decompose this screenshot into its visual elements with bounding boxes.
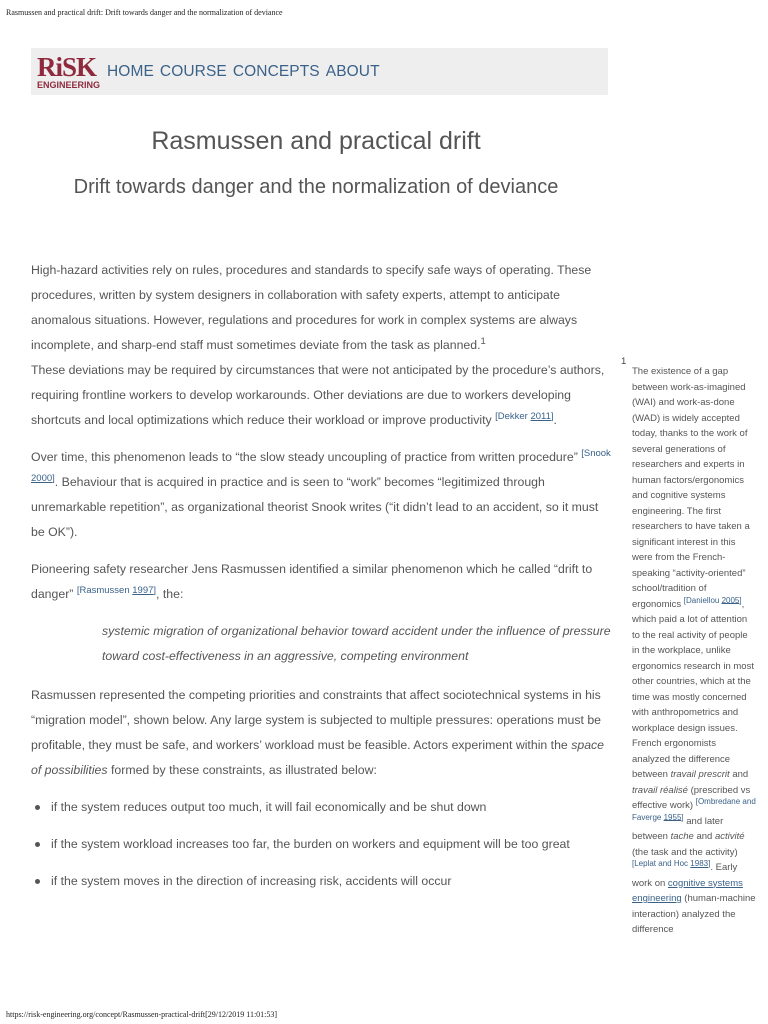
nav-concepts-link[interactable]: CONCEPTS	[232, 62, 320, 80]
citation-dekker: [Dekker 2011]	[495, 410, 554, 422]
page-title: Rasmussen and practical drift	[151, 127, 481, 155]
paragraph-uncoupling-text-a: Over time, this phenomenon leads to “the slow steady uncoupling of practice from written procedure”	[31, 450, 578, 464]
emphasis-tache: tache	[670, 831, 694, 842]
paragraph-rasmussen	[31, 557, 611, 607]
list-item: if the system reduces output too much, it will fail economically and be shut down	[51, 795, 611, 820]
constraints-list	[31, 795, 611, 894]
sidenote-text-d: and later between	[632, 815, 724, 842]
navbar	[31, 48, 608, 95]
emphasis-activite: activité	[714, 831, 745, 842]
sidenote-number: 1	[621, 356, 627, 367]
list-item: if the system moves in the direction of increasing risk, accidents will occur	[51, 869, 611, 894]
sidenote	[632, 364, 756, 938]
citation-author: Daniellou	[685, 595, 720, 605]
paragraph-uncoupling-text-b: . Behaviour that is acquired in practice and is seen to “work” becomes “legitimized through unremarkable repetition”, as organizational theorist Snook writes (“it didn’t lead to an accident, so it must be OK”).	[31, 475, 599, 539]
nav-home-link[interactable]: HOME	[107, 62, 154, 80]
print-header: Rasmussen and practical drift: Drift towards danger and the normalization of deviance	[6, 8, 283, 17]
nav-about-link[interactable]: ABOUT	[325, 62, 380, 80]
emphasis-travail-prescrit: travail prescrit	[670, 769, 730, 780]
citation-rasmussen-link[interactable]: 1997	[132, 584, 154, 596]
article-body	[31, 258, 611, 906]
citation-author: Ombredane and Faverge	[632, 796, 756, 822]
nav-course-link[interactable]: COURSE	[159, 62, 227, 80]
paragraph-migration-text-b: formed by these constraints, as illustrated below:	[110, 763, 377, 777]
sidenote-text-c: (prescribed vs effective work)	[632, 784, 751, 811]
list-item: if the system workload increases too far, the burden on workers and equipment will be too great	[51, 832, 611, 857]
citation-leplat: [Leplat and Hoc 1983]	[632, 858, 711, 868]
citation-author: Snook	[583, 447, 611, 459]
citation-rasmussen: [Rasmussen 1997]	[76, 584, 157, 596]
blockquote-migration: systemic migration of organizational behavior toward accident under the influence of pressure toward cost-effectiveness in an aggressive, competing environment	[102, 624, 611, 663]
citation-author: Leplat and Hoc	[634, 858, 689, 868]
logo-subtitle: ENGINEERING	[37, 79, 101, 90]
sentence-end: .	[553, 413, 557, 427]
paragraph-deviations	[31, 358, 611, 433]
citation-snook: [Snook 2000]	[31, 447, 611, 484]
logo-wordmark: RiSK	[37, 51, 97, 82]
sidenote-text-b: , which paid a lot of attention to the real activity of people in the workplace, unlike ergonomics research in most other countries, which at the time was mostly concerned with anthropometrics and workplace design issues. French ergonomists analyzed the difference between	[632, 598, 754, 780]
citation-daniellou-link[interactable]: 2005	[721, 595, 740, 605]
sidenote-text-e: (the task and the activity)	[632, 846, 738, 858]
print-footer: https://risk-engineering.org/concept/Rasmussen-practical-drift[29/12/2019 11:01:53]	[6, 1010, 278, 1019]
citation-ombredane-link[interactable]: 1955	[663, 812, 682, 822]
sidenote-text-g: (human-machine interaction) analyzed the difference	[632, 893, 756, 935]
citation-leplat-link[interactable]: 1983	[690, 858, 709, 868]
citation-author: Dekker	[497, 410, 528, 422]
sidenote-text-f: . Early work on	[632, 862, 738, 889]
citation-snook-link[interactable]: 2000	[31, 472, 53, 484]
paragraph-intro-text: High-hazard activities rely on rules, procedures and standards to specify safe ways of operating. These procedures, written by system designers in collaboration with safety experts, attempt to anticipate anomalous situations. However, regulations and procedures for work in complex systems are always incomplete, and sharp-end staff must sometimes deviate from the task as planned.	[31, 263, 592, 352]
citation-ombredane: [Ombredane and Faverge 1955]	[632, 796, 756, 822]
conjunction: and	[732, 769, 749, 780]
paragraph-migration-text-a: Rasmussen represented the competing priorities and constraints that affect sociotechnical systems in his “migration model”, shown below. Any large system is subjected to multiple pressures: operations must be profitable, they must be safe, and workers’ workload must be feasible. Actors experiment within the	[31, 688, 602, 752]
conjunction: and	[696, 831, 713, 842]
cognitive-systems-engineering-link[interactable]: cognitive systems engineering	[632, 877, 743, 904]
paragraph-intro	[31, 258, 611, 358]
emphasis-travail-realise: travail réalisé	[632, 784, 688, 796]
sidenote-text-a: The existence of a gap between work-as-imagined (WAI) and work-as-done (WAD) is widely accepted today, thanks to the work of several generations of researchers and experts in human factors/ergonomics and cognitive systems engineering. The first researchers to have taken a significant interest in this were from the French-speaking “activity-oriented” school/tradition of ergonomics	[632, 366, 750, 610]
sentence-end: , the:	[156, 587, 184, 601]
paragraph-rasmussen-text: Pioneering safety researcher Jens Rasmussen identified a similar phenomenon which he called “drift to danger”	[31, 562, 593, 601]
citation-dekker-link[interactable]: 2011	[530, 410, 551, 422]
paragraph-deviations-text: These deviations may be required by circumstances that were not anticipated by the procedure’s authors, requiring frontline workers to develop workarounds. Other deviations are due to workers developing shortcuts and local optimizations which reduce their workload or improve productivity	[31, 363, 605, 427]
citation-daniellou: [Daniellou 2005]	[683, 595, 742, 605]
paragraph-uncoupling	[31, 445, 611, 545]
nav-links	[107, 63, 380, 81]
page-subtitle: Drift towards danger and the normalization of deviance	[73, 176, 559, 198]
footnote-marker[interactable]: 1	[480, 335, 486, 347]
paragraph-migration-model	[31, 683, 611, 783]
citation-author: Rasmussen	[79, 584, 130, 596]
risk-engineering-logo[interactable]	[37, 51, 105, 90]
emphasis-space-of-possibilities: space of possibilities	[31, 738, 605, 777]
